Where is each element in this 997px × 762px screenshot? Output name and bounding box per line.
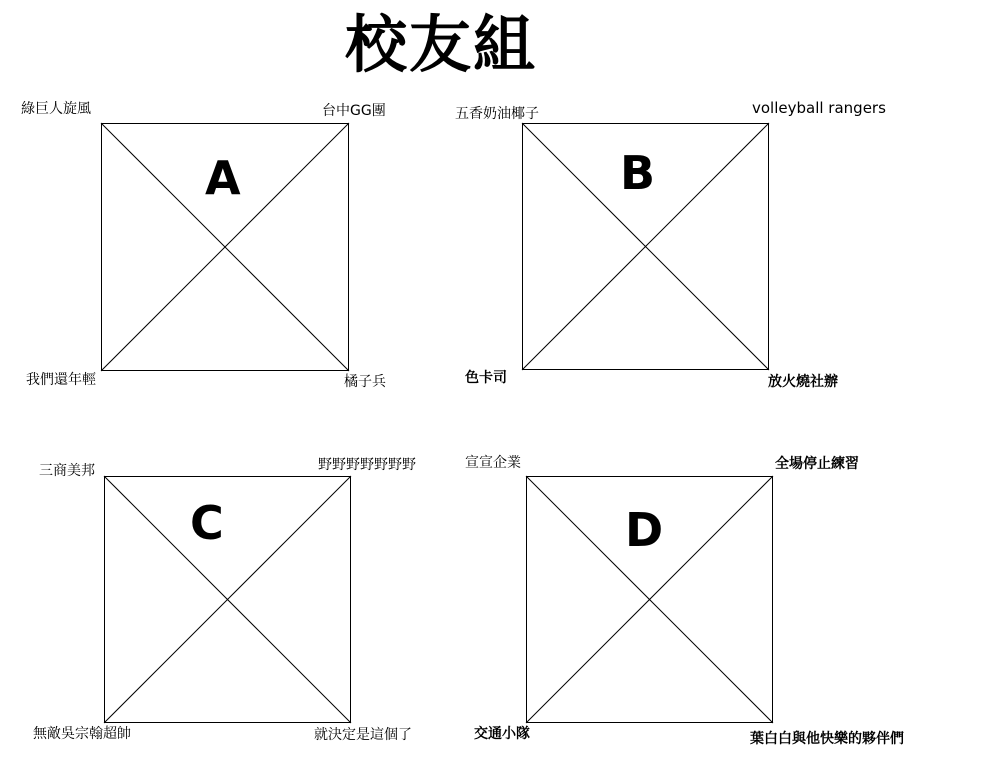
- page-title: 校友組: [345, 8, 538, 81]
- group-b-team-bottom-left: 色卡司: [465, 370, 507, 386]
- group-a-team-top-right: 台中GG團: [322, 103, 386, 119]
- group-c-bracket: [104, 476, 351, 723]
- group-d-team-top-right: 全場停止練習: [775, 456, 859, 472]
- group-d-team-bottom-right: 葉白白與他快樂的夥伴們: [750, 731, 904, 747]
- group-d-team-top-left: 宣宣企業: [465, 455, 521, 471]
- group-d-letter: D: [625, 503, 664, 557]
- group-c-team-top-right: 野野野野野野野: [318, 457, 416, 473]
- group-b-team-bottom-right: 放火燒社辦: [768, 374, 838, 390]
- group-a-team-bottom-left: 我們還年輕: [26, 372, 96, 388]
- group-a-letter: A: [205, 151, 241, 205]
- group-a-team-bottom-right: 橘子兵: [344, 374, 386, 390]
- group-a-team-top-left: 綠巨人旋風: [21, 101, 91, 117]
- group-c-team-bottom-left: 無敵吳宗翰超帥: [33, 726, 131, 742]
- group-c-team-bottom-right: 就決定是這個了: [314, 727, 412, 743]
- group-c-team-top-left: 三商美邦: [39, 463, 95, 479]
- group-d-team-bottom-left: 交通小隊: [474, 726, 530, 742]
- group-b-team-top-left: 五香奶油椰子: [455, 106, 539, 122]
- group-b-team-top-right: volleyball rangers: [752, 99, 886, 117]
- group-b-letter: B: [620, 146, 656, 200]
- group-c-letter: C: [190, 496, 224, 550]
